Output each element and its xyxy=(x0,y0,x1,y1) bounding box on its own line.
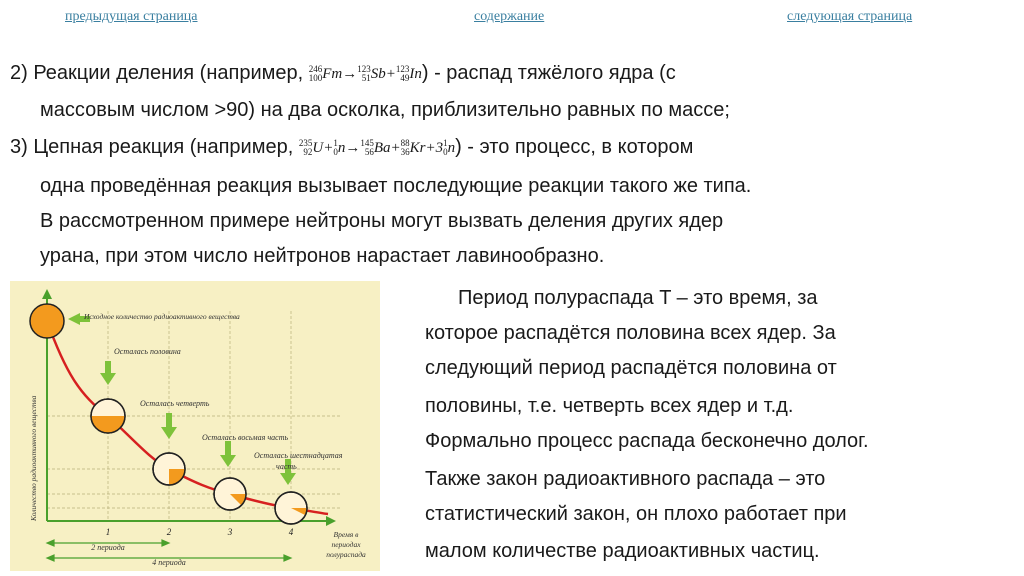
item2-line1 xyxy=(10,61,676,86)
fission-formula: 246 100 Fm→ 123 51 Sb+ 123 49 In xyxy=(308,64,422,84)
sample-sixteenth xyxy=(275,492,307,524)
prev-page-link[interactable]: предыдущая страница xyxy=(65,9,198,24)
halflife-line3: следующий период распадётся половина от xyxy=(425,357,837,379)
y-axis-label: Количество радиоактивного вещества xyxy=(29,395,38,521)
halflife-line2: которое распадётся половина всех ядер. За xyxy=(425,322,836,344)
item3-line2: одна проведённая реакция вызывает последующие реакции такого же типа. xyxy=(40,175,752,197)
tick-3: 3 xyxy=(227,527,233,537)
halflife-line6: Также закон радиоактивного распада – это xyxy=(425,468,826,490)
sample-full xyxy=(30,304,64,338)
item3-line4: урана, при этом число нейтронов нарастает лавинообразно. xyxy=(40,245,605,267)
halflife-line1: Период полураспада T – это время, за xyxy=(458,287,818,309)
label-half: Осталась половина xyxy=(114,347,181,356)
item3-line1 xyxy=(10,135,693,160)
label-quarter: Осталась четверть xyxy=(140,399,210,408)
item2-text-post: ) - распад тяжёлого ядра (с xyxy=(421,62,676,84)
halflife-line4: половины, т.е. четверть всех ядер и т.д. xyxy=(425,395,794,417)
x-axis-label-3: полураспада xyxy=(326,550,366,559)
span-2-periods: 2 периода xyxy=(91,543,125,552)
contents-link[interactable]: содержание xyxy=(474,9,545,24)
tick-1: 1 xyxy=(105,527,111,537)
decay-diagram-svg xyxy=(10,281,380,571)
label-eighth: Осталась восьмая часть xyxy=(202,433,289,442)
halflife-line8: малом количестве радиоактивных частиц. xyxy=(425,540,820,562)
x-axis-label-2: периодах xyxy=(331,540,361,549)
label-sixteenth: Осталась шестнадцатая xyxy=(254,451,343,460)
sample-quarter xyxy=(153,453,185,485)
item2-text-pre: 2) Реакции деления (например, xyxy=(10,62,309,84)
label-sixteenth-2: часть xyxy=(276,462,297,471)
sample-eighth xyxy=(214,478,246,510)
diagram-background xyxy=(10,281,380,571)
item3-text-pre: 3) Цепная реакция (например, xyxy=(10,136,299,158)
item2-line2: массовым числом >90) на два осколка, приблизительно равных по массе; xyxy=(40,99,730,121)
sample-half xyxy=(91,399,125,433)
tick-2: 2 xyxy=(166,527,172,537)
label-initial: Исходное количество радиоактивного вещества xyxy=(84,312,240,321)
span-4-periods: 4 периода xyxy=(152,558,186,567)
item3-text-post: ) - это процесс, в котором xyxy=(455,136,694,158)
tick-4: 4 xyxy=(288,527,294,537)
decay-diagram xyxy=(10,281,380,571)
item3-line3: В рассмотренном примере нейтроны могут вызвать деления других ядер xyxy=(40,210,724,232)
chain-reaction-formula: 235 92 U+ 1 0 n→ 145 56 Ba+ 88 36 Kr+3 1 0 n xyxy=(298,138,456,158)
x-axis-label-1: Время в xyxy=(333,530,359,539)
halflife-line7: статистический закон, он плохо работает при xyxy=(425,503,847,525)
halflife-line5: Формально процесс распада бесконечно долог. xyxy=(425,430,869,452)
next-page-link[interactable]: следующая страница xyxy=(787,9,913,24)
